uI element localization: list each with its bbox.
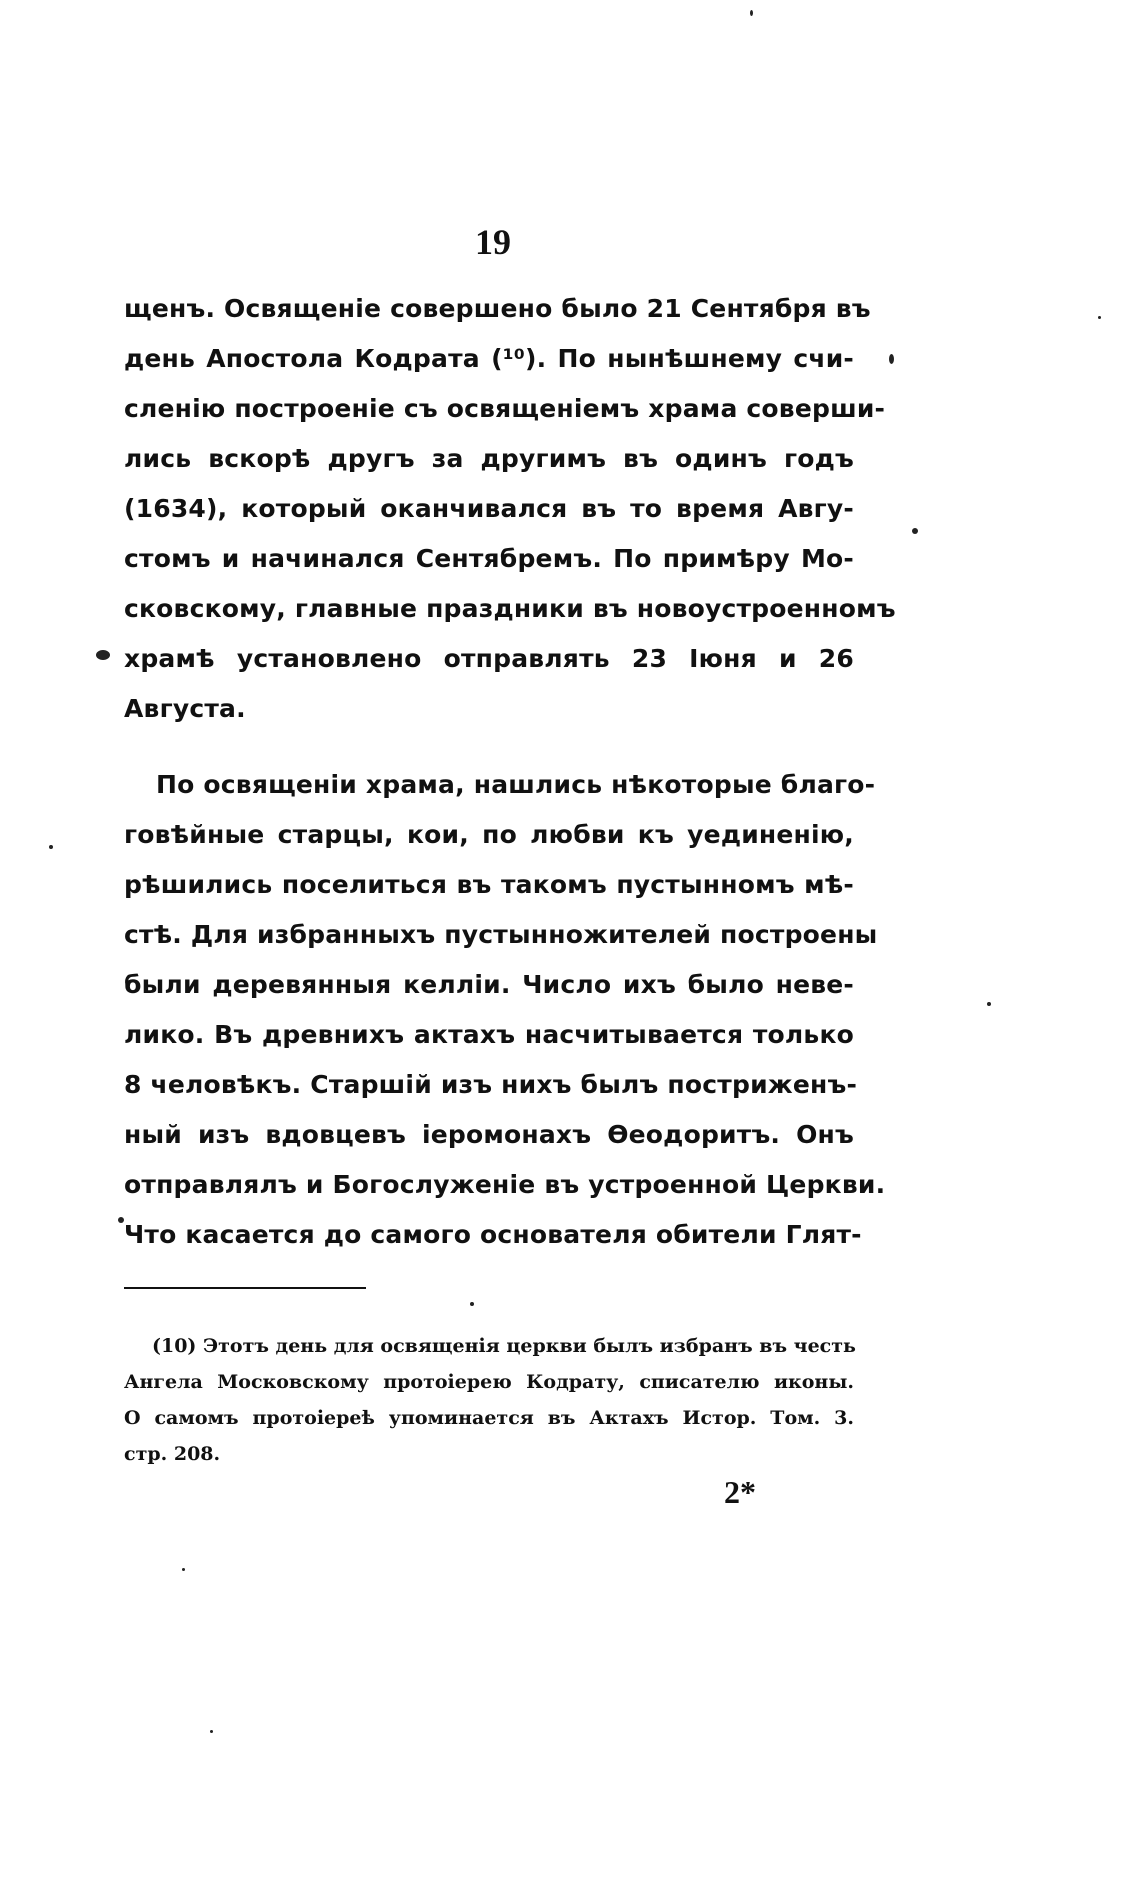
ink-speck [1098,316,1101,319]
body-line: (1634), который оканчивался въ то время Авгу- [124,494,854,523]
body-line: храмѣ установлено отправлять 23 Іюня и 26 [124,644,854,673]
body-line: стѣ. Для избранныхъ пустынножителей построены [124,920,878,949]
body-line: лико. Въ древнихъ актахъ насчитывается только [124,1020,854,1049]
ink-speck [470,1302,474,1306]
signature-mark: 2* [724,1474,756,1510]
footnote-line: стр. 208. [124,1443,221,1465]
body-line: день Апостола Кодрата (¹⁰). По нынѣшнему счи- [124,344,854,373]
page-number: 19 [475,222,511,262]
ink-speck [182,1568,185,1571]
body-line: говѣйные старцы, кои, по любви къ уединенію, [124,820,854,849]
ink-speck [210,1730,213,1733]
body-line: были деревянныя келліи. Число ихъ было неве- [124,970,854,999]
body-line: Что касается до самого основателя обители Глят- [124,1220,862,1249]
paragraph-gap [124,734,854,760]
body-line: отправлялъ и Богослуженіе въ устроенной Церкви. [124,1170,886,1199]
body-line: стомъ и начинался Сентябремъ. По примѣру Мо- [124,544,854,573]
body-line: По освященіи храма, нашлись нѣкоторые благо- [156,770,876,799]
ink-speck [96,650,110,660]
footnote-line: Ангела Московскому протоіерею Кодрату, списателю иконы. [124,1371,854,1393]
footnote [124,1328,854,1472]
ink-speck [118,1217,124,1223]
ink-speck [987,1002,991,1006]
body-line: сленію построеніе съ освященіемъ храма соверши- [124,394,886,423]
body-line: щенъ. Освященіе совершено было 21 Сентября въ [124,294,871,323]
footnote-line: (10) Этотъ день для освященія церкви былъ избранъ въ честь [152,1335,856,1357]
ink-speck [912,528,918,534]
body-line: ный изъ вдовцевъ іеромонахъ Ѳеодоритъ. Онъ [124,1120,854,1149]
body-line: сковскому, главные праздники въ новоустроенномъ [124,594,896,623]
body-line: 8 человѣкъ. Старшій изъ нихъ былъ постриженъ- [124,1070,858,1099]
ink-speck [49,845,53,849]
body-line: рѣшились поселиться въ такомъ пустынномъ мѣ- [124,870,854,899]
ink-speck [889,354,894,364]
ink-speck [750,10,753,16]
body-line: Августа. [124,694,246,723]
body-text [124,284,896,1260]
footnote-divider [124,1287,366,1289]
footnote-line: О самомъ протоіереѣ упоминается въ Актахъ Истор. Том. 3. [124,1407,854,1429]
body-line: лись вскорѣ другъ за другимъ въ одинъ годъ [124,444,854,473]
